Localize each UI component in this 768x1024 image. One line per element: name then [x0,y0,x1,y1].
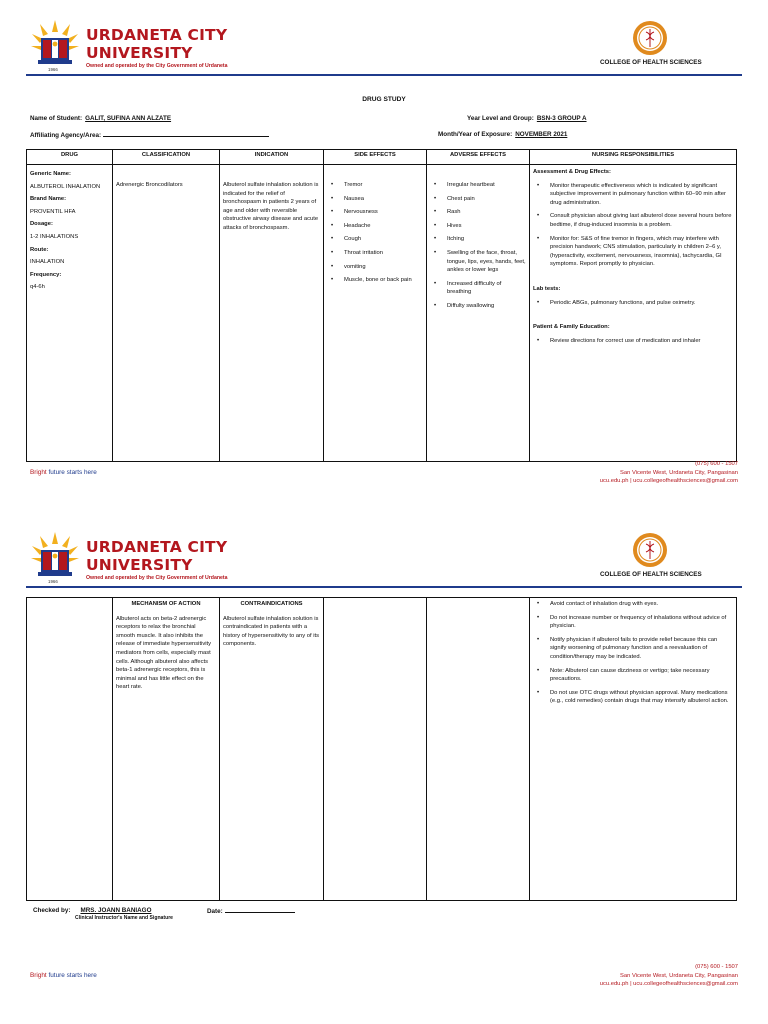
list-item: • Notify physician if albuterol fails to provide relief because this can signify worsening of pulmonary function and a reevaluation of condition/therapy may be indicated. [533,636,733,662]
lab-tests-label: Lab tests: [533,285,561,292]
table-header-row [27,150,737,165]
side-effects-cell [324,165,427,462]
contact-web-email: ucu.edu.ph | ucu.collegeofhealthsciences@gmail.com [599,981,738,988]
exposure-field [438,131,567,138]
founding-year: 1966 [48,67,58,72]
classification-value: Adrenergic Broncodilators [116,182,183,188]
adverse-effects-cell-empty [427,598,530,901]
university-name-line1: URDANETA CITY [86,538,228,556]
assessment-list [533,182,733,269]
agency-field [30,131,269,139]
nursing-list [533,600,733,706]
header-side-effects: SIDE EFFECTS [324,150,427,165]
drug-study-table-continued [26,597,737,901]
list-item: • Monitor for: S&S of fine tremor in fingers, which may interfere with precision handwork; CNS stimulation, particularly in children 2–6 y, (hyperactivity, excitement, nervousness, insomnia), tachycardia, GI symptoms. Report promptly to physician. [533,235,733,269]
date-field [207,907,295,915]
checked-by-value: MRS. JOANN BANIAGO [80,907,152,914]
lab-tests-list [533,299,733,308]
year-level-label: Year Level and Group: [467,115,534,122]
list-item: • Rash [430,208,526,217]
list-item: • Diffulty swallowing [430,302,526,311]
list-item: • Do not increase number or frequency of inhalations without advice of physician. [533,614,733,631]
list-item: • Nausea [327,195,423,204]
contraindications-cell [220,598,324,901]
list-item: • Throat irritation [327,249,423,258]
date-blank-line [225,907,295,913]
header-drug: DRUG [27,150,113,165]
header-divider [26,74,742,76]
contact-info [600,963,738,989]
college-name: COLLEGE OF HEALTH SCIENCES [600,571,702,578]
list-item: • Do not use OTC drugs without physician approval. Many medications (e.g., cold remedies) contain drugs that may intensify albuterol action. [533,689,733,706]
university-logo-icon [30,530,80,582]
university-name-line1: URDANETA CITY [86,26,228,44]
list-item: • Increased difficulty of breathing [430,280,526,297]
frequency-label: Frequency: [30,271,62,278]
mechanism-text: Albuterol acts on beta-2 adrenergic receptors to relax the bronchial smooth muscle. It also inhibits the release of immediate hypersensitivity mediators from cells, especially mast cells. Although albuterol also affects beta-1 adrenergic receptors, this is minimal and has little effect on the heart rate. [116,615,212,691]
checked-by-label: Checked by: [33,907,71,914]
contact-web-email: ucu.edu.ph | ucu.collegeofhealthsciences@gmail.com [599,478,738,485]
tagline-bright: Bright [30,972,47,979]
list-item: • Tremor [327,181,423,190]
side-effects-cell-empty [324,598,427,901]
student-field [30,115,171,122]
table-row [27,598,737,901]
brand-name-label: Brand Name: [30,196,67,203]
drug-study-table [26,149,737,462]
assessment-label: Assessment & Drug Effects: [533,169,611,175]
contact-phone: (075) 600 - 1507 [695,461,738,467]
adverse-effects-list [430,181,526,311]
brand-name-value: PROVENTIL HFA [30,208,76,215]
list-item: • Cough [327,235,423,244]
list-item: • Periodic ABGs, pulmonary functions, and pulse oximetry. [533,299,733,308]
table-row [27,165,737,462]
dosage-value: 1-2 INHALATIONS [30,233,79,240]
list-item: • Hives [430,222,526,231]
checked-by-caption: Clinical Instructor's Name and Signature [75,915,174,921]
contact-info [600,460,738,486]
list-item: • Avoid contact of inhalation drug with eyes. [533,600,733,609]
list-item: • Itching [430,235,526,244]
tagline [30,972,97,979]
list-item: • Consult physician about giving last albuterol dose several hours before bedtime, if drug-induced insomnia is a problem. [533,212,733,229]
list-item: • Headache [327,222,423,231]
agency-label: Affiliating Agency/Area: [30,132,102,139]
list-item: • Nervousness [327,208,423,217]
year-level-value: BSN-3 GROUP A [536,115,587,122]
university-subtitle: Owned and operated by the City Government of Urdaneta [86,575,228,581]
contact-phone: (075) 600 - 1507 [695,964,738,970]
university-name [86,26,227,62]
founding-year: 1966 [48,579,58,584]
list-item: • Note: Albuterol can cause dizziness or vertigo; take necessary precautions. [533,667,733,684]
frequency-value: q4-6h [30,284,45,291]
indication-cell [220,165,324,462]
tagline-bright: Bright [30,469,47,476]
tagline-rest: future starts here [46,972,97,979]
college-seal-icon [632,20,668,56]
contraindications-label: CONTRAINDICATIONS [240,601,303,607]
adverse-effects-cell [427,165,530,462]
contact-address: San Vicente West, Urdaneta City, Pangasinan [620,972,738,979]
header-indication: INDICATION [220,150,324,165]
exposure-label: Month/Year of Exposure: [438,131,513,138]
header-adverse-effects: ADVERSE EFFECTS [427,150,530,165]
college-name: COLLEGE OF HEALTH SCIENCES [600,59,702,66]
nursing-responsibilities-cell [530,598,737,901]
college-seal-icon [632,532,668,568]
list-item: • Review directions for correct use of medication and inhaler [533,337,733,346]
exposure-value: NOVEMBER 2021 [515,131,568,138]
university-name-line2: UNIVERSITY [86,556,193,574]
page-2 [0,512,768,1024]
list-item: • vomiting [327,263,423,272]
university-logo-icon [30,18,80,70]
mechanism-label: MECHANISM OF ACTION [131,601,201,607]
classification-cell [113,165,220,462]
student-label: Name of Student: [30,115,83,122]
document-title: DRUG STUDY [362,96,406,103]
contraindications-text: Albuterol sulfate inhalation solution is contraindicated in patients with a history of hypersensitivity to any of its components. [223,615,320,648]
contact-address: San Vicente West, Urdaneta City, Pangasinan [620,469,738,476]
list-item: • Monitor therapeutic effectiveness which is indicated by significant subjective improvement in pulmonary function within 60–90 min after drug administration. [533,182,733,208]
university-subtitle: Owned and operated by the City Government of Urdaneta [86,63,228,69]
education-list [533,337,733,346]
header-divider [26,586,742,588]
drug-cell-empty [27,598,113,901]
route-label: Route: [30,246,49,253]
list-item: • Muscle, bone or back pain [327,276,423,285]
nursing-responsibilities-cell [530,165,737,462]
tagline [30,469,97,476]
mechanism-cell [113,598,220,901]
dosage-label: Dosage: [30,221,53,228]
student-value: GALIT, SUFINA ANN ALZATE [85,115,172,122]
route-value: INHALATION [30,259,65,266]
drug-cell [27,165,113,462]
university-name [86,538,227,574]
agency-blank-line [103,131,269,137]
checked-by-field [33,907,151,914]
indication-text: Albuterol sulfate inhalation solution is indicated for the relief of bronchospasm in patients 2 years of age and older with reversible obstructive airway disease and acute attacks of bronchospasm. [223,182,319,231]
header-classification: CLASSIFICATION [113,150,220,165]
date-label: Date: [207,908,223,915]
education-label: Patient & Family Education: [533,324,610,331]
university-name-line2: UNIVERSITY [86,44,193,62]
list-item: • Chest pain [430,195,526,204]
list-item: • Swelling of the face, throat, tongue, lips, eyes, hands, feet, ankles or lower legs [430,249,526,275]
side-effects-list [327,181,423,285]
generic-name-label: Generic Name: [30,171,71,177]
list-item: • Irregular heartbeat [430,181,526,190]
generic-name-value: ALBUTEROL INHALATION [30,183,101,190]
tagline-rest: future starts here [46,469,97,476]
year-level-field [467,115,587,122]
header-nursing-responsibilities: NURSING RESPONSIBILITIES [530,150,737,165]
